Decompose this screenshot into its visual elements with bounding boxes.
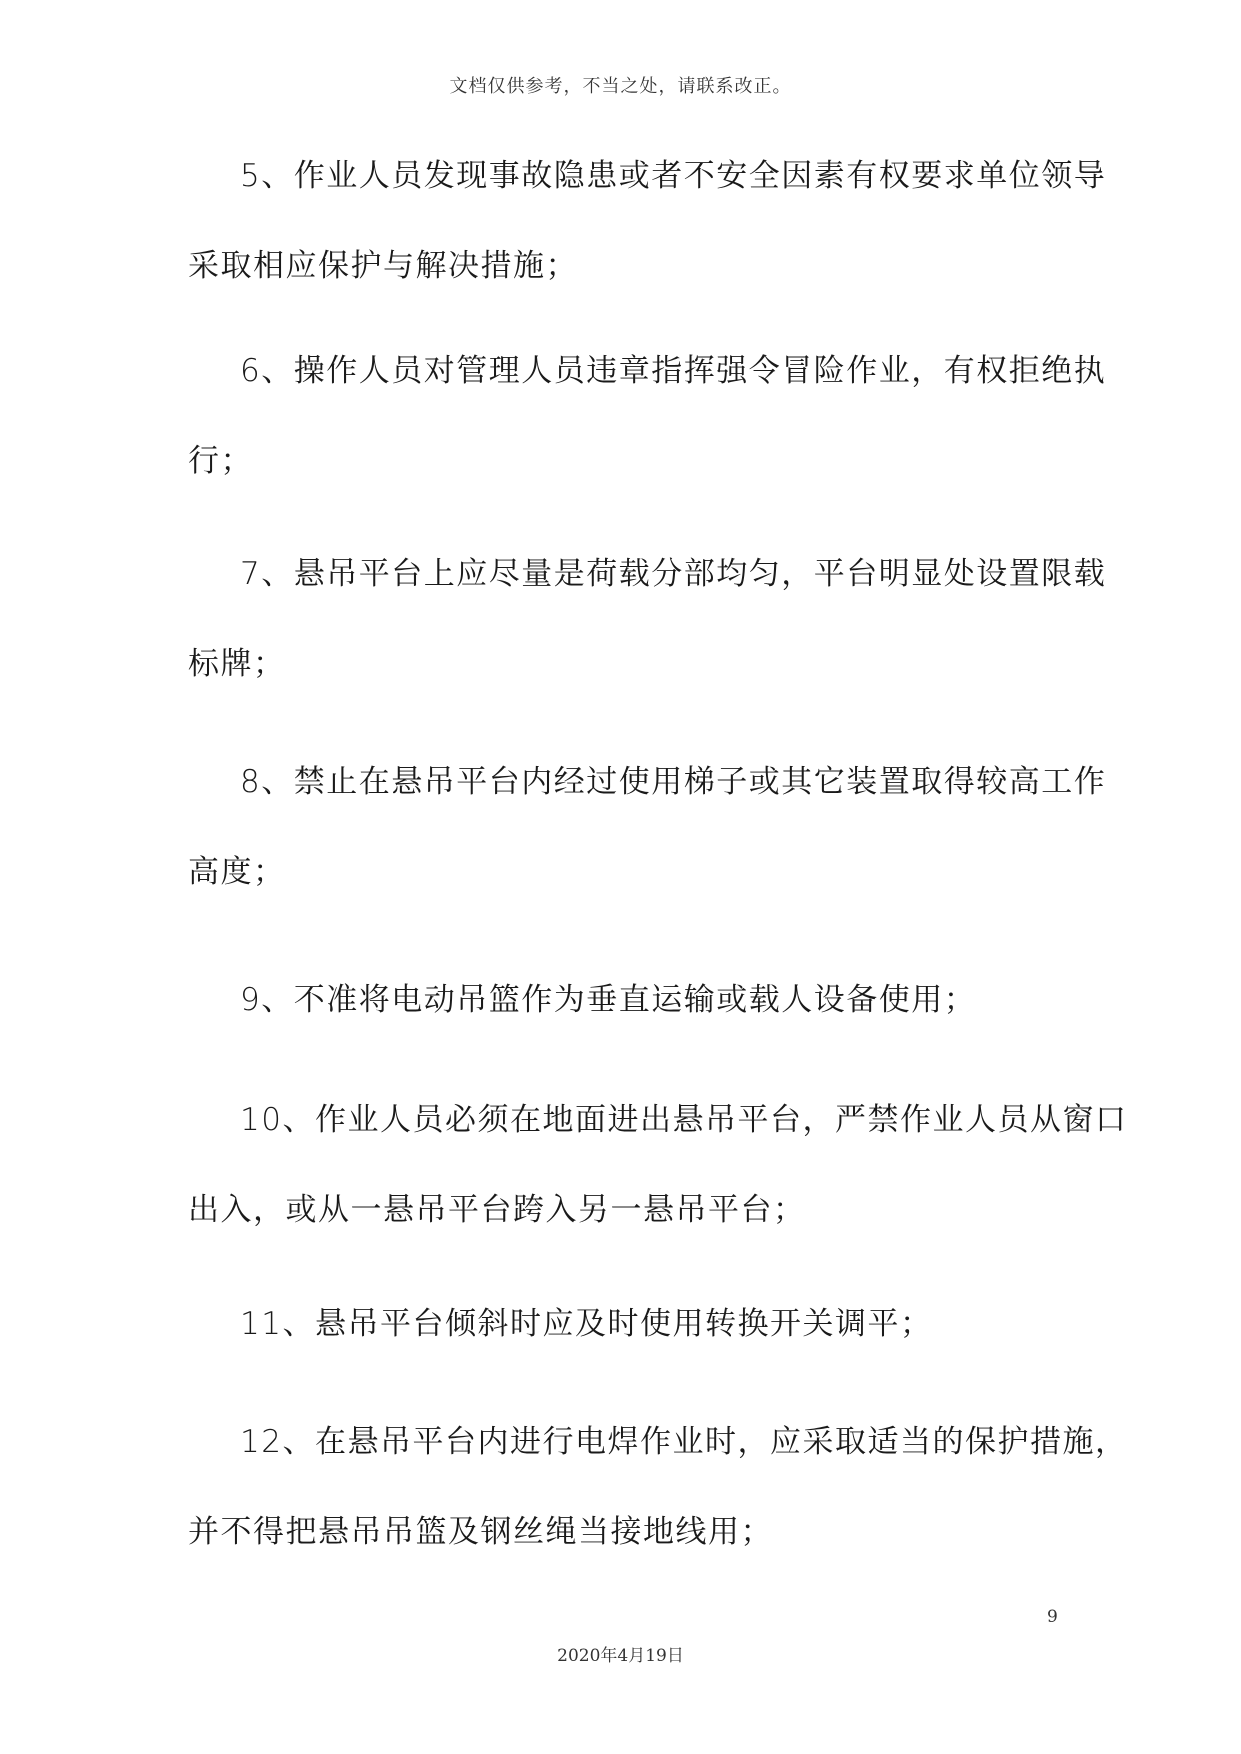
paragraph-item-5 <box>188 131 1107 311</box>
paragraph-item-10 <box>188 1075 1128 1255</box>
paragraph-item-12 <box>188 1397 1128 1577</box>
paragraph-line: 5、作业人员发现事故隐患或者不安全因素有权要求单位领导 <box>240 158 1107 194</box>
paragraph-item-11 <box>188 1279 1068 1369</box>
paragraph-line: 8、禁止在悬吊平台内经过使用梯子或其它装置取得较高工作 <box>240 764 1107 800</box>
paragraph-item-7 <box>188 529 1107 709</box>
footer-date: 2020年4月19日 <box>557 1646 684 1666</box>
paragraph-line: 标牌； <box>188 646 286 682</box>
paragraph-item-6 <box>188 326 1107 506</box>
paragraph-line: 高度； <box>188 854 286 890</box>
paragraph-line: 12、在悬吊平台内进行电焊作业时，应采取适当的保护措施， <box>240 1424 1128 1460</box>
paragraph-line: 采取相应保护与解决措施； <box>188 248 578 284</box>
paragraph-line: 并不得把悬吊吊篮及钢丝绳当接地线用； <box>188 1514 773 1550</box>
paragraph-line: 10、作业人员必须在地面进出悬吊平台，严禁作业人员从窗口 <box>240 1102 1128 1138</box>
paragraph-item-8 <box>188 737 1107 917</box>
paragraph-item-9 <box>188 955 1068 1045</box>
paragraph-line: 9、不准将电动吊篮作为垂直运输或载人设备使用； <box>240 982 977 1018</box>
paragraph-line: 行； <box>188 443 253 479</box>
paragraph-line: 7、悬吊平台上应尽量是荷载分部均匀，平台明显处设置限载 <box>240 556 1107 592</box>
paragraph-line: 出入，或从一悬吊平台跨入另一悬吊平台； <box>188 1192 806 1228</box>
paragraph-line: 11、悬吊平台倾斜时应及时使用转换开关调平； <box>240 1306 933 1342</box>
page-number: 9 <box>1047 1607 1058 1627</box>
document-header: 文档仅供参考，不当之处，请联系改正。 <box>449 76 792 97</box>
paragraph-line: 6、操作人员对管理人员违章指挥强令冒险作业，有权拒绝执 <box>240 353 1107 389</box>
